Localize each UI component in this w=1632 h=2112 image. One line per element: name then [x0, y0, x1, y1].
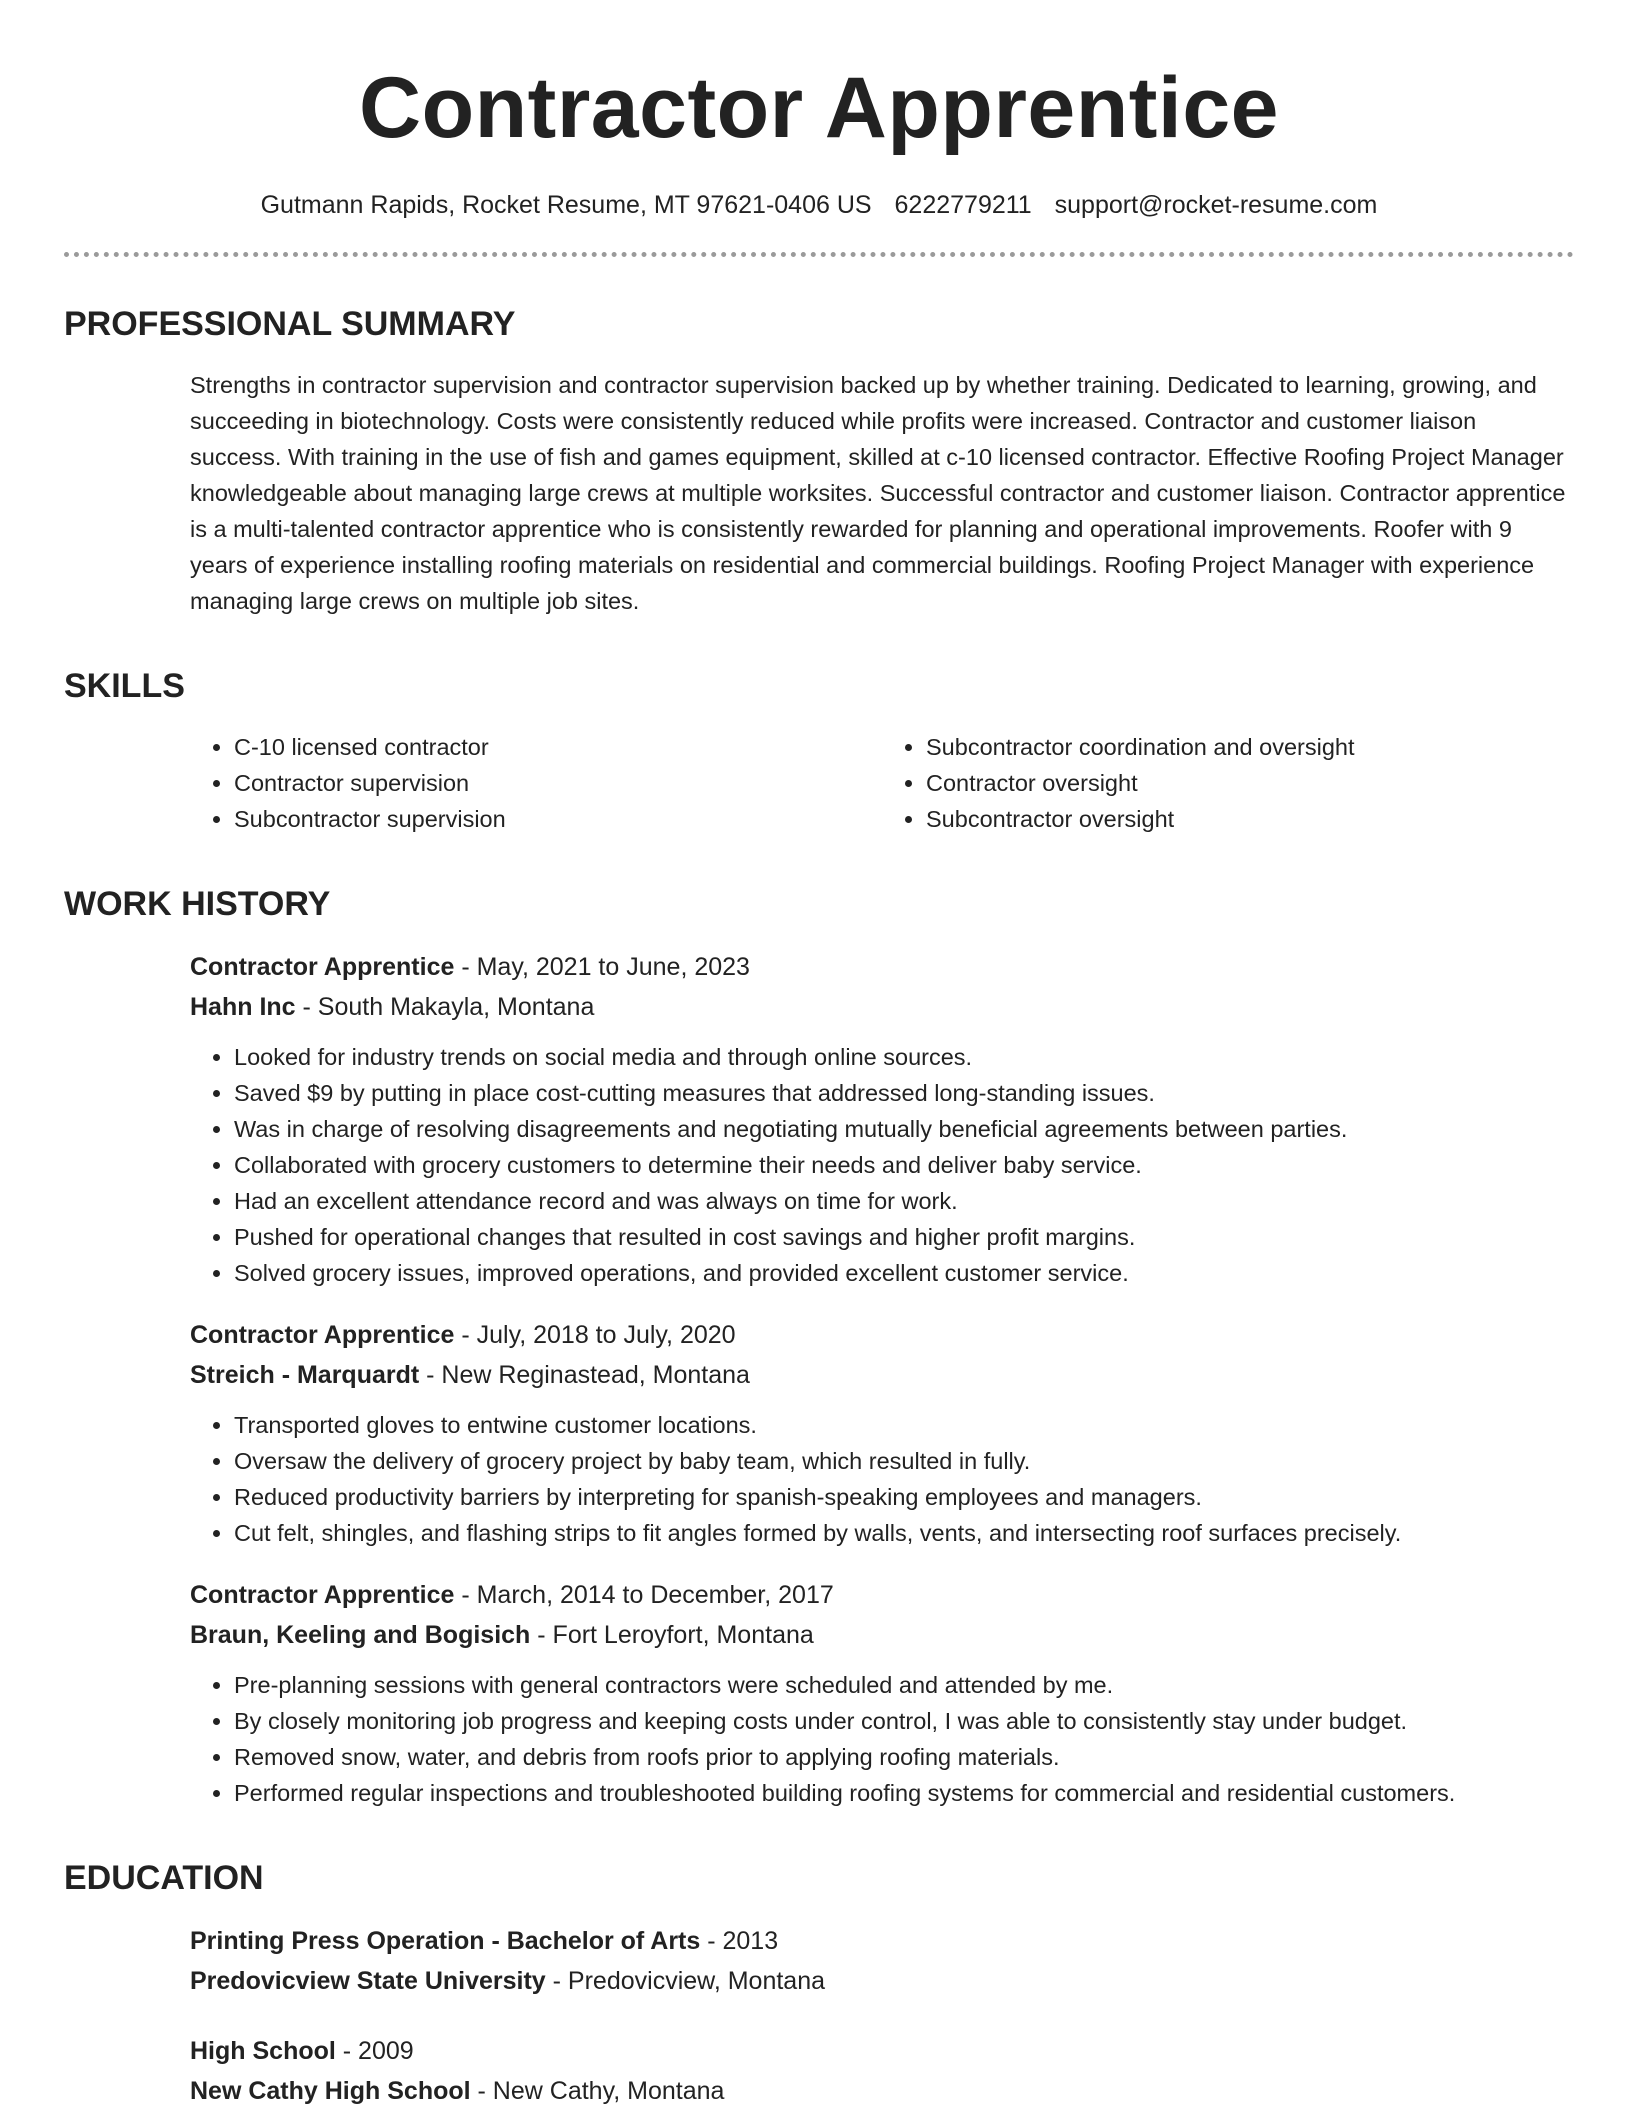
resume-page: [64, 0, 1574, 2111]
skill-item: • Contractor supervision: [234, 765, 882, 801]
job-bullet: • Was in charge of resolving disagreements and negotiating mutually beneficial agreements between parties.: [234, 1111, 1574, 1147]
summary-text: Strengths in contractor supervision and contractor supervision backed up by whether training. Dedicated to learning, growing, and succeeding in biotechnology. Costs were consistently reduced while profits were increased. Contractor and customer liaison success. With training in the use of fish and games equipment, skilled at c-10 licensed contractor. Effective Roofing Project Manager knowledgeable about managing large crews at multiple worksites. Successful contractor and customer liaison. Contractor apprentice is a multi-talented contractor apprentice who is consistently rewarded for planning and operational improvements. Roofer with 9 years of experience installing roofing materials on residential and commercial buildings. Roofing Project Manager with experience managing large crews on multiple job sites.: [190, 372, 1566, 614]
job-location: - Fort Leroyfort, Montana: [530, 1621, 814, 1649]
education-school-line: [190, 1961, 1574, 2001]
job-bullets: [190, 1407, 1574, 1551]
job-bullet: • Pushed for operational changes that resulted in cost savings and higher profit margins.: [234, 1219, 1574, 1255]
education-year: - 2009: [335, 2037, 414, 2065]
work-history-heading: WORK HISTORY: [64, 885, 331, 923]
skills-heading: SKILLS: [64, 667, 185, 705]
job-bullet: • Transported gloves to entwine customer locations.: [234, 1407, 1574, 1443]
skill-item: • Subcontractor coordination and oversight: [926, 729, 1574, 765]
skills-column-left: [190, 729, 882, 837]
education-degree: High School: [190, 2037, 336, 2065]
job-bullets: [190, 1667, 1574, 1811]
education-list: [190, 1921, 1574, 2111]
job-role: Contractor Apprentice: [190, 953, 455, 981]
job-title-line: [190, 1575, 1574, 1615]
job-company: Streich - Marquardt: [190, 1361, 420, 1389]
job-bullet: • Removed snow, water, and debris from roofs prior to applying roofing materials.: [234, 1739, 1574, 1775]
skill-item: • Subcontractor oversight: [926, 801, 1574, 837]
education-school: Predovicview State University: [190, 1967, 546, 1995]
contact-email: support@rocket-resume.com: [1054, 191, 1378, 219]
job-bullet: • Oversaw the delivery of grocery project by baby team, which resulted in fully.: [234, 1443, 1574, 1479]
education-degree-line: [190, 1921, 1574, 1961]
job-bullet: • Saved $9 by putting in place cost-cutting measures that addressed long-standing issues.: [234, 1075, 1574, 1111]
job-bullet: • Performed regular inspections and troubleshooted building roofing systems for commercial and residential customers.: [234, 1775, 1574, 1811]
job-location: - New Reginastead, Montana: [419, 1361, 750, 1389]
skill-item: • C-10 licensed contractor: [234, 729, 882, 765]
job-title-line: [190, 947, 1574, 987]
work-history-list: [190, 947, 1574, 1811]
job-bullet: • Had an excellent attendance record and was always on time for work.: [234, 1183, 1574, 1219]
job-entry: [190, 1315, 1574, 1551]
job-bullet: • Collaborated with grocery customers to determine their needs and deliver baby service.: [234, 1147, 1574, 1183]
job-company-line: [190, 1615, 1574, 1655]
contact-phone: 6222779211: [894, 191, 1032, 219]
skills-column-right: [882, 729, 1574, 837]
job-company: Braun, Keeling and Bogisich: [190, 1621, 531, 1649]
header-divider: [64, 252, 1574, 257]
job-title-line: [190, 1315, 1574, 1355]
contact-line: [64, 188, 1574, 222]
job-role: Contractor Apprentice: [190, 1581, 455, 1609]
job-bullets: [190, 1039, 1574, 1291]
job-bullet: • Pre-planning sessions with general contractors were scheduled and attended by me.: [234, 1667, 1574, 1703]
skill-item: • Contractor oversight: [926, 765, 1574, 801]
skills-list: [190, 729, 1574, 837]
education-entry: [190, 1921, 1574, 2001]
education-school-line: [190, 2071, 1574, 2111]
contact-address: Gutmann Rapids, Rocket Resume, MT 97621-0406 US: [260, 191, 872, 219]
education-degree-line: [190, 2031, 1574, 2071]
job-bullet: • Cut felt, shingles, and flashing strips to fit angles formed by walls, vents, and intersecting roof surfaces precisely.: [234, 1515, 1574, 1551]
education-location: - New Cathy, Montana: [470, 2077, 725, 2105]
education-degree: Printing Press Operation - Bachelor of Arts: [190, 1927, 701, 1955]
education-heading: EDUCATION: [64, 1859, 264, 1897]
job-entry: [190, 1575, 1574, 1811]
education-school: New Cathy High School: [190, 2077, 471, 2105]
job-company: Hahn Inc: [190, 993, 296, 1021]
job-company-line: [190, 1355, 1574, 1395]
job-dates: - March, 2014 to December, 2017: [454, 1581, 834, 1609]
job-role: Contractor Apprentice: [190, 1321, 455, 1349]
job-dates: - May, 2021 to June, 2023: [454, 953, 750, 981]
job-bullet: • Looked for industry trends on social media and through online sources.: [234, 1039, 1574, 1075]
job-company-line: [190, 987, 1574, 1027]
job-bullet: • By closely monitoring job progress and keeping costs under control, I was able to consistently stay under budget.: [234, 1703, 1574, 1739]
job-entry: [190, 947, 1574, 1291]
job-bullet: • Solved grocery issues, improved operations, and provided excellent customer service.: [234, 1255, 1574, 1291]
job-bullet: • Reduced productivity barriers by interpreting for spanish-speaking employees and managers.: [234, 1479, 1574, 1515]
job-dates: - July, 2018 to July, 2020: [454, 1321, 736, 1349]
summary-heading: PROFESSIONAL SUMMARY: [64, 305, 516, 343]
education-year: - 2013: [700, 1927, 779, 1955]
job-location: - South Makayla, Montana: [295, 993, 595, 1021]
candidate-name: Contractor Apprentice: [359, 60, 1279, 156]
education-location: - Predovicview, Montana: [545, 1967, 826, 1995]
skill-item: • Subcontractor supervision: [234, 801, 882, 837]
education-entry: [190, 2031, 1574, 2111]
